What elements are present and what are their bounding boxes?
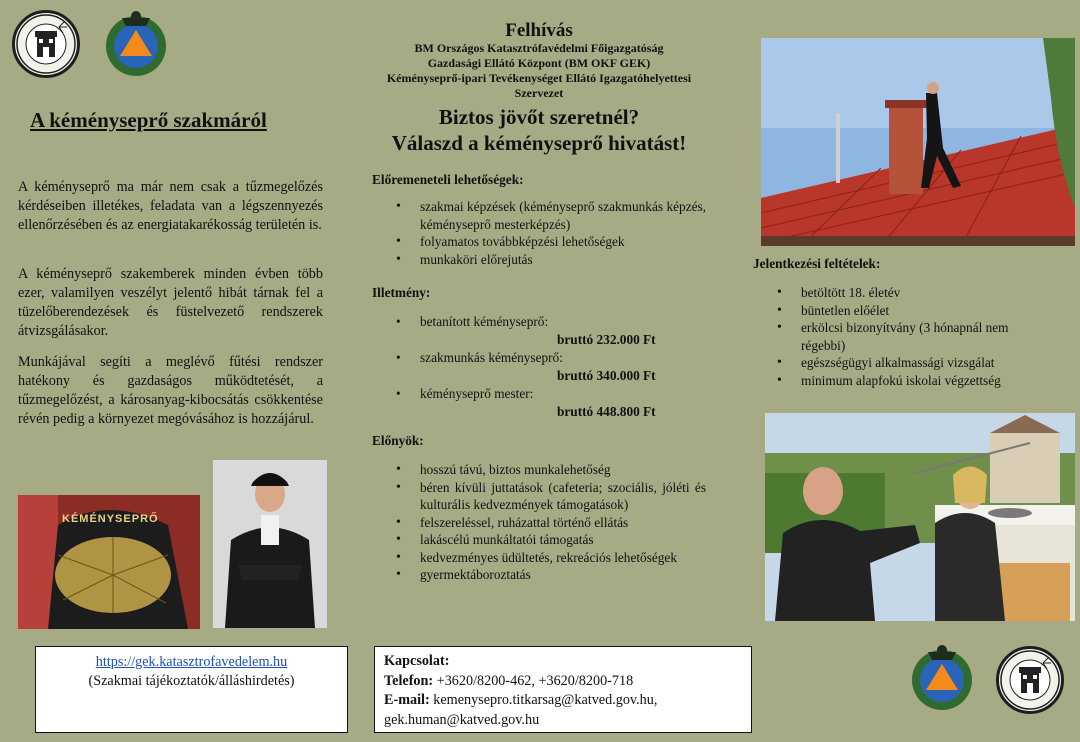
salary-amount: bruttó 448.800 Ft (557, 404, 656, 419)
advancement-list (372, 198, 706, 268)
requirements-list (753, 284, 1043, 389)
contact-email-row (384, 691, 742, 711)
email-value-1[interactable]: kemenysepro.titkarsag@katved.gov.hu, (429, 692, 658, 708)
chimney-tower-icon (15, 13, 77, 75)
phone-label: Telefon: (384, 672, 434, 689)
left-paragraph-1: A kéményseprő ma már nem csak a tűzmegelőzés kérdéseiben illetékes, feladata van a légszennyezés ellenőrzésében és az energiatakarékosság területén is. (18, 179, 323, 233)
chimney-inspection-photo (765, 413, 1075, 621)
list-item: • béren kívüli juttatások (cafeteria; szociális, jóléti és kulturális kedvezmények támogatások) (372, 479, 706, 514)
phone-value: +3620/8200-462, +3620/8200-718 (433, 672, 634, 689)
list-item: • erkölcsi bizonyítvány (3 hónapnál nem régebbi) (753, 319, 1043, 354)
list-item: • betöltött 18. életév (753, 284, 1043, 302)
website-note: (Szakmai tájékoztatók/álláshirdetés) (88, 673, 295, 689)
email-label: E-mail: (384, 692, 430, 708)
list-item: • gyermektáboroztatás (372, 566, 706, 584)
contact-box (374, 646, 752, 733)
civil-protection-logo-bottom (906, 640, 978, 717)
civil-protection-icon (906, 640, 978, 712)
org-line-2: Gazdasági Ellátó Központ (BM OKF GEK) (427, 56, 651, 70)
roof-chimney-photo (761, 38, 1075, 246)
list-item: • büntetlen előélet (753, 302, 1043, 320)
left-paragraph-2: A kéményseprő szakemberek minden évben több ezer, valamilyen veszélyt jelentő hibát tárnak fel a tüzelőberendezések és füstelvezető rendszerek átvizsgálásakor. (18, 266, 323, 339)
gek-logo-top (12, 10, 80, 78)
benefits-heading: Előnyök: (372, 433, 424, 448)
list-item: • egészségügyi alkalmassági vizsgálat (753, 354, 1043, 372)
list-item: • minimum alapfokú iskolai végzettség (753, 372, 1043, 390)
website-box (35, 646, 348, 733)
chimney-sweep-back-photo (18, 495, 200, 629)
chimney-sweep-portrait-photo (213, 460, 327, 628)
list-item: • szakmai képzések (kéményseprő szakmunkás képzés, kéményseprő mesterképzés) (372, 198, 706, 233)
list-item: • folyamatos továbbképzési lehetőségek (372, 233, 706, 251)
slogan-line-1: Biztos jövőt szeretnél? (438, 105, 640, 129)
gek-logo-bottom (996, 646, 1064, 714)
advancement-heading: Előremeneteli lehetőségek: (372, 172, 524, 187)
salary-amount: bruttó 340.000 Ft (557, 368, 656, 383)
announcement-title: Felhívás (505, 20, 573, 41)
left-title: A kéményseprő szakmáról (30, 108, 267, 132)
salary-amount: bruttó 232.000 Ft (557, 332, 656, 347)
org-line-4: Szervezet (514, 86, 564, 100)
email-value-2[interactable]: gek.human@katved.gov.hu (384, 711, 540, 728)
salary-label: • szakmunkás kéményseprő: (372, 349, 706, 366)
org-line-3: Kéményseprő-ipari Tevékenységet Ellátó Igazgatóhelyettesi (386, 71, 692, 85)
contact-phone-row (384, 672, 742, 692)
organization-block (370, 41, 708, 101)
website-link[interactable]: https://gek.katasztrofavedelem.hu (95, 654, 288, 670)
slogan-line-2: Válaszd a kéményseprő hivatást! (391, 131, 687, 155)
benefits-list (372, 461, 706, 584)
contact-heading: Kapcsolat: (384, 653, 450, 669)
jacket-text: KÉMÉNYSEPRŐ (62, 513, 159, 525)
salary-heading: Illetmény: (372, 285, 431, 300)
list-item: • hosszú távú, biztos munkalehetőség (372, 461, 706, 479)
list-item: • felszereléssel, ruházattal történő ellátás (372, 514, 706, 532)
salary-label: • betanított kéményseprő: (372, 313, 706, 330)
list-item: • munkaköri előrejutás (372, 251, 706, 269)
salary-label: • kéményseprő mester: (372, 385, 706, 402)
left-paragraph-3: Munkájával segíti a meglévő fűtési rendszer hatékony és gazdaságos működtetését, a tűzmegelőzést, a károsanyag-kibocsátás csökkentése révén pedig a környezet megóvásához is hozzájárul. (18, 354, 323, 427)
salary-list (372, 313, 706, 421)
civil-protection-icon (100, 6, 172, 78)
list-item: • lakáscélú munkáltatói támogatás (372, 531, 706, 549)
requirements-heading: Jelentkezési feltételek: (753, 256, 881, 271)
chimney-tower-icon (999, 649, 1061, 711)
civil-protection-logo-top (100, 6, 172, 83)
slogan-block (370, 104, 708, 156)
org-line-1: BM Országos Katasztrófavédelmi Főigazgatóság (414, 41, 664, 55)
list-item: • kedvezményes üdültetés, rekreációs lehetőségek (372, 549, 706, 567)
